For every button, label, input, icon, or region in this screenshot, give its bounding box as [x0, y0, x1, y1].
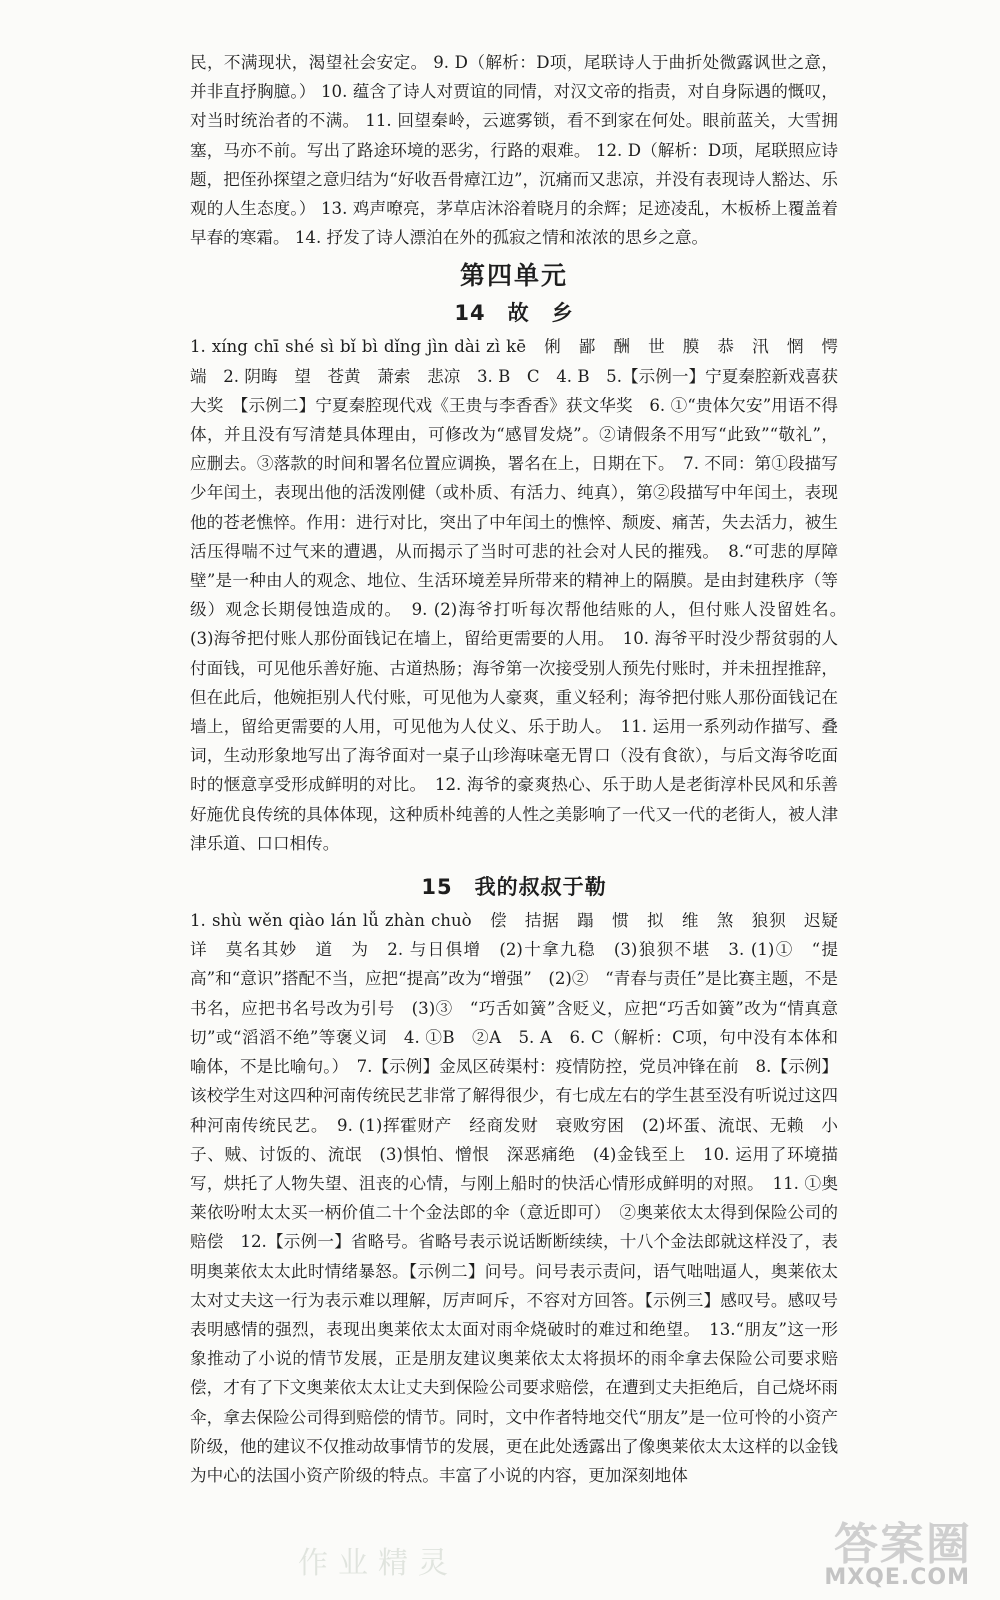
answer-content — [190, 48, 855, 1490]
lesson-15-answers: 1. shù wěn qiào lán lǚ zhàn chuò 偿 拮据 蹋 惯 拟 维 煞 狼狈 迟疑 详 莫名其妙 道 为 2. 与日俱增 (2)十拿九稳 (3)狼狈不堪 3. (1)① “提高”和“意识”搭配不当，应把“提高”改为“增强” (2)② “青春与责任”是比赛主题，不是书名，应把书名号改为引号 (3)③ “巧舌如簧”含贬义，应把“巧舌如簧”改为“情真意切”或“滔滔不绝”等褒义词 4. ①B ②A 5. A 6. C（解析：C项，句中没有本体和喻体，不是比喻句。） 7.【示例】金凤区砖渠村：疫情防控，党员冲锋在前 8.【示例】该校学生对这四种河南传统民艺非常了解得很少，有七成左右的学生甚至没有听说过这四种河南传统民艺。 9. (1)挥霍财产 经商发财 衰败穷困 (2)坏蛋、流氓、无赖 小子、贼、讨饭的、流氓 (3)惧怕、憎恨 深恶痛绝 (4)金钱至上 10. 运用了环境描写，烘托了人物失望、沮丧的心情，与刚上船时的快活心情形成鲜明的对照。 11. ①奥莱依吩咐太太买一柄价值二十个金法郎的伞（意近即可） ②奥莱依太太得到保险公司的赔偿 12.【示例一】省略号。省略号表示说话断断续续，十八个金法郎就这样没了，表明奥莱依太太此时情绪暴怒。【示例二】问号。问号表示责问，语气咄咄逼人，奥莱依太太对丈夫这一行为表示难以理解，厉声呵斥，不容对方回答。【示例三】感叹号。感叹号表明感情的强烈，表现出奥莱依太太面对雨伞烧破时的难过和绝望。 13.“朋友”这一形象推动了小说的情节发展，正是朋友建议奥莱依太太将损坏的雨伞拿去保险公司要求赔偿，才有了下文奥莱依太太让丈夫到保险公司要求赔偿，在遭到丈夫拒绝后，自己烧坏雨伞，拿去保险公司得到赔偿的情节。同时，文中作者特地交代“朋友”是一位可怜的小资产阶级，他的建议不仅推动故事情节的发展，更在此处透露出了像奥莱依太太这样的以金钱为中心的法国小资产阶级的特点。丰富了小说的内容，更加深刻地体 — [190, 911, 855, 1485]
watermark-site: MXQE.COM — [824, 1565, 970, 1590]
lesson-15-title: 15 我的叔叔于勒 — [421, 875, 607, 900]
lesson-14-answers: 1. xíng chī shé sì bǐ bì dǐng jìn dài zì kē 俐 鄙 酬 世 膜 恭 汛 惘 愕 端 2. 阴晦 望 苍黄 萧索 悲凉 3. B C 4. B 5.【示例一】宁夏秦腔新戏喜获大奖 【示例二】宁夏秦腔现代戏《王贵与李香香》获文华奖 6. ①“贵体欠安”用语不得体，并且没有写清楚具体理由，可修改为“感冒发烧”。②请假条不用写“此致”“敬礼”，应删去。③落款的时间和署名位置应调换，署名在上，日期在下。 7. 不同：第①段描写少年闰土，表现出他的活泼刚健（或朴质、有活力、纯真），第②段描写中年闰土，表现他的苍老憔悴。作用：进行对比，突出了中年闰土的憔悴、颓废、痛苦，失去活力，被生活压得喘不过气来的遭遇，从而揭示了当时可悲的社会对人民的摧残。 8.“可悲的厚障壁”是一种由人的观念、地位、生活环境差异所带来的精神上的隔膜。是由封建秩序（等级）观念长期侵蚀造成的。 9. (2)海爷打听每次帮他结账的人，但付账人没留姓名。 (3)海爷把付账人那份面钱记在墙上，留给更需要的人用。 10. 海爷平时没少帮贫弱的人付面钱，可见他乐善好施、古道热肠；海爷第一次接受别人预先付账时，并未扭捏推辞，但在此后，他婉拒别人代付账，可见他为人豪爽，重义轻利；海爷把付账人那份面钱记在墙上，留给更需要的人用，可见他为人仗义、乐于助人。 11. 运用一系列动作描写、叠词，生动形象地写出了海爷面对一桌子山珍海味毫无胃口（没有食欲），与后文海爷吃面时的惬意享受形成鲜明的对比。 12. 海爷的豪爽热心、乐于助人是老街淳朴民风和乐善好施优良传统的具体体现，这种质朴纯善的人性之美影响了一代又一代的老街人，被人津津乐道、口口相传。 — [190, 337, 855, 853]
lesson-14-title: 14 故 乡 — [454, 301, 574, 326]
faint-bottom-mark: 作业精灵 — [298, 1546, 458, 1581]
watermark-logo-text: 答案圈 — [834, 1519, 972, 1570]
intro-paragraph: 民，不满现状，渴望社会安定。 9. D（解析：D项，尾联诗人于曲折处微露讽世之意，并非直抒胸臆。） 10. 蕴含了诗人对贾谊的同情，对汉文帝的指责，对自身际遇的慨叹，对当时统治者的不满。 11. 回望秦岭，云遮雾锁，看不到家在何处。眼前蓝关，大雪拥塞，马亦不前。写出了路途环境的恶劣，行路的艰难。 12. D（解析：D项，尾联照应诗题，把侄孙探望之意归结为“好收吾骨瘴江边”，沉痛而又悲凉，并没有表现诗人豁达、乐观的人生态度。） 13. 鸡声嘹亮，茅草店沐浴着晓月的余辉；足迹凌乱，木板桥上覆盖着早春的寒霜。 14. 抒发了诗人漂泊在外的孤寂之情和浓浓的思乡之意。 — [190, 53, 838, 248]
unit-title: 第四单元 — [459, 261, 568, 291]
site-watermark — [792, 1502, 982, 1592]
